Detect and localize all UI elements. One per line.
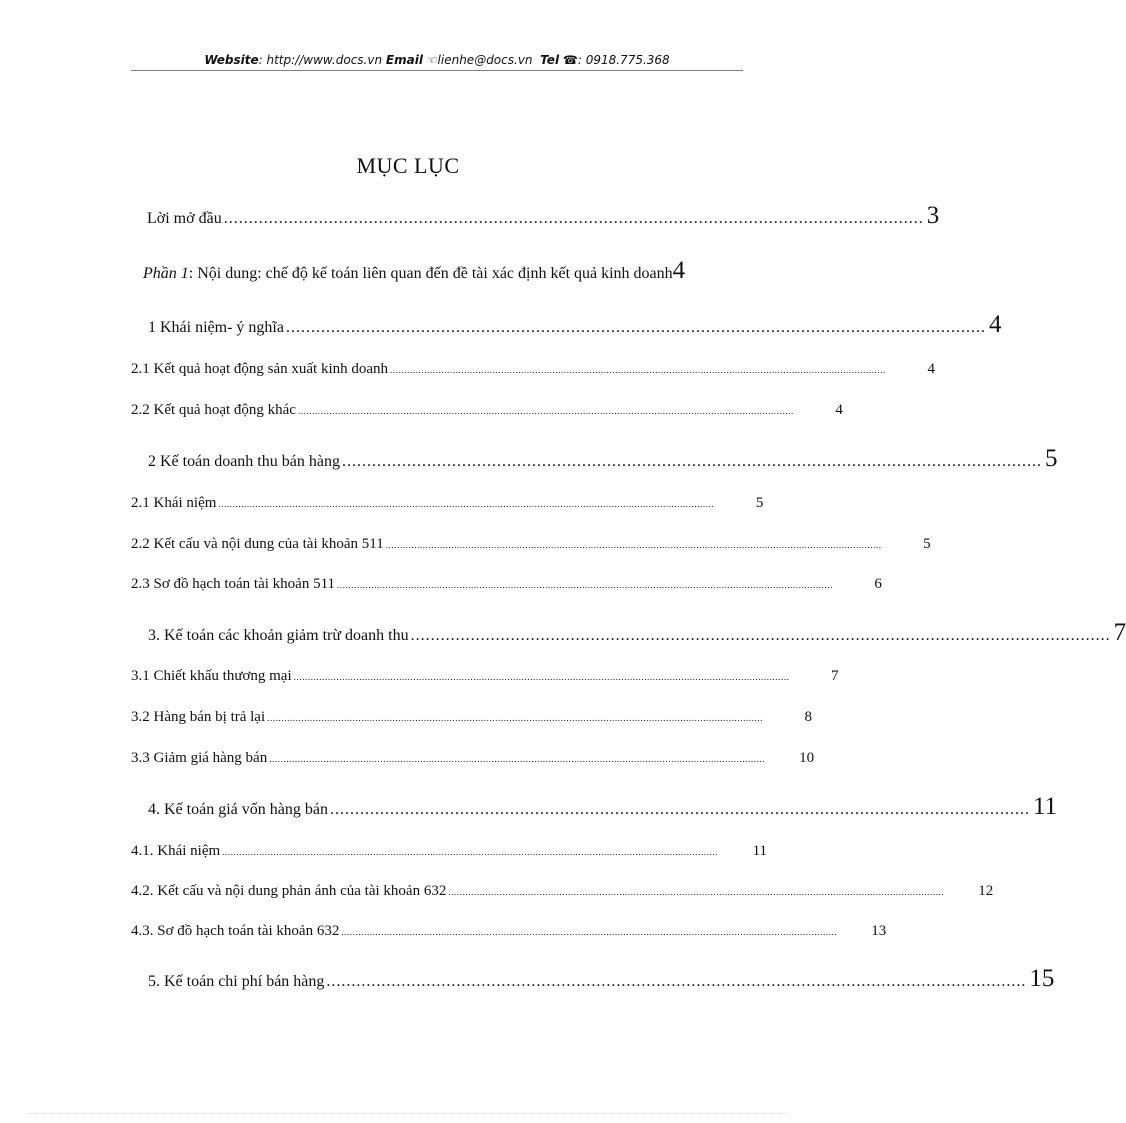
- toc-entry-page: 7: [831, 668, 839, 684]
- toc-entry-label: 3.2 Hàng bán bị trả lại: [131, 709, 266, 725]
- toc-leader-dots: ..............................................................................................................................................................................: [222, 847, 719, 857]
- toc-entry-part-label: Phần 1: [143, 265, 189, 282]
- toc-entry-page: 5: [755, 495, 764, 511]
- toc-entry-1[interactable]: [148, 311, 1002, 338]
- toc-entry-page: 12: [978, 883, 994, 899]
- toc-entry-4[interactable]: [148, 793, 1058, 820]
- toc-leader-dots: ............................................................................................................................................: [285, 319, 986, 336]
- toc-entry-page: 3: [926, 202, 940, 229]
- page-bottom-divider: [28, 1113, 788, 1114]
- toc-entry-2-2a[interactable]: [131, 402, 843, 419]
- website-label: Website: [204, 53, 259, 67]
- toc-entry-loi-mo-dau[interactable]: [147, 202, 940, 229]
- toc-leader-dots: ............................................................................................................................................: [410, 627, 1111, 644]
- toc-entry-page: 6: [874, 576, 882, 592]
- toc-entry-page: 15: [1029, 965, 1055, 992]
- toc-entry-label: 4. Kế toán giá vốn hàng bán: [148, 801, 328, 818]
- toc-entry-label: 2.3 Sơ đồ hạch toán tài khoản 511: [131, 576, 336, 592]
- toc-entry-label: 4.2. Kết cấu và nội dung phản ánh của tài khoản 632: [131, 883, 447, 899]
- toc-entry-label: Lời mở đầu: [147, 210, 222, 227]
- toc-entry-page: 13: [871, 923, 887, 939]
- toc-leader-dots: ..............................................................................................................................................................................: [390, 365, 886, 375]
- toc-leader-dots: ..............................................................................................................................................................................: [341, 927, 838, 937]
- toc-leader-dots: ............................................................................................................................................: [329, 801, 1030, 818]
- tel-label: Tel: [540, 53, 560, 67]
- website-value: : http://www.docs.vn: [258, 53, 383, 67]
- toc-entry-page: 4: [988, 311, 1002, 338]
- pointer-icon: ☜: [426, 53, 438, 67]
- toc-entry-label: 4.3. Sơ đồ hạch toán tài khoản 632: [131, 923, 340, 939]
- toc-entry-label: 2.2 Kết cấu và nội dung của tài khoản 511: [131, 536, 384, 552]
- toc-entry-phan-1[interactable]: [143, 258, 729, 283]
- toc-entry-4-1[interactable]: [131, 843, 768, 860]
- toc-leader-dots: ............................................................................................................................................: [223, 210, 924, 227]
- toc-entry-2-3[interactable]: [131, 576, 882, 593]
- toc-entry-label: 3.3 Giảm giá hàng bán: [131, 750, 268, 766]
- phone-icon: ☎: [562, 53, 578, 67]
- toc-entry-page: 11: [1032, 793, 1058, 820]
- header-divider: [131, 70, 743, 71]
- toc-entry-5[interactable]: [148, 965, 1055, 992]
- toc-leader-dots: ............................................................................................................................................: [326, 973, 1027, 990]
- toc-entry-page: 7: [1113, 619, 1126, 646]
- toc-entry-label: 2.2 Kết quả hoạt động khác: [131, 402, 296, 418]
- toc-leader-dots: ..............................................................................................................................................................................: [337, 580, 833, 590]
- toc-entry-3-3[interactable]: [131, 750, 815, 767]
- toc-entry-4-3[interactable]: [131, 923, 887, 940]
- tel-value: : 0918.775.368: [577, 53, 670, 67]
- toc-entry-page: 4: [672, 257, 686, 284]
- toc-leader-dots: ..............................................................................................................................................................................: [267, 713, 764, 723]
- page-header: [131, 51, 743, 69]
- toc-entry-page: 4: [927, 361, 935, 377]
- toc-entry-2[interactable]: [148, 445, 1058, 472]
- toc-entry-page: 10: [799, 750, 815, 766]
- toc-entry-label: 2 Kế toán doanh thu bán hàng: [148, 453, 340, 470]
- toc-entry-label: 2.1 Khái niệm: [131, 495, 217, 511]
- toc-entry-3-2[interactable]: [131, 709, 813, 726]
- toc-entry-3[interactable]: [148, 619, 1126, 646]
- toc-entry-label: 1 Khái niệm- ý nghĩa: [148, 319, 284, 336]
- toc-leader-dots: ..............................................................................................................................................................................: [448, 887, 945, 897]
- toc-entry-label: 3.1 Chiết khấu thương mại: [131, 668, 292, 684]
- toc-leader-dots: ..............................................................................................................................................................................: [293, 672, 790, 682]
- toc-leader-dots: ..............................................................................................................................................................................: [218, 499, 715, 509]
- toc-leader-dots: ..............................................................................................................................................................................: [297, 406, 794, 416]
- toc-entry-2-1a[interactable]: [131, 361, 935, 378]
- toc-leader-dots: ............................................................................................................................................: [341, 453, 1042, 470]
- toc-entry-page: 4: [835, 402, 843, 418]
- toc-entry-label: [143, 265, 673, 283]
- toc-entry-label: 4.1. Khái niệm: [131, 843, 221, 859]
- page-title: MỤC LỤC: [356, 153, 460, 178]
- toc-entry-page: 8: [804, 709, 813, 725]
- toc-entry-2-2[interactable]: [131, 536, 931, 553]
- toc-entry-page: 5: [1044, 445, 1058, 472]
- toc-leader-dots: ..............................................................................................................................................................................: [269, 754, 766, 764]
- toc-entry-4-2[interactable]: [131, 883, 994, 900]
- email-label: Email: [385, 53, 423, 67]
- toc-entry-part-title: : Nội dung: chế độ kế toán liên quan đến đề tài xác định kết quả kinh doanh: [188, 265, 673, 282]
- toc-leader-dots: ..............................................................................................................................................................................: [385, 540, 882, 550]
- toc-entry-2-1[interactable]: [131, 495, 764, 512]
- toc-entry-label: 5. Kế toán chi phí bán hàng: [148, 973, 325, 990]
- toc-entry-label: 3. Kế toán các khoản giảm trừ doanh thu: [148, 627, 409, 644]
- email-value: lienhe@docs.vn: [437, 53, 533, 67]
- toc-entry-3-1[interactable]: [131, 668, 839, 685]
- toc-entry-page: 5: [923, 536, 931, 552]
- toc-entry-label: 2.1 Kết quả hoạt động sản xuất kinh doanh: [131, 361, 389, 377]
- toc-entry-page: 11: [752, 843, 768, 859]
